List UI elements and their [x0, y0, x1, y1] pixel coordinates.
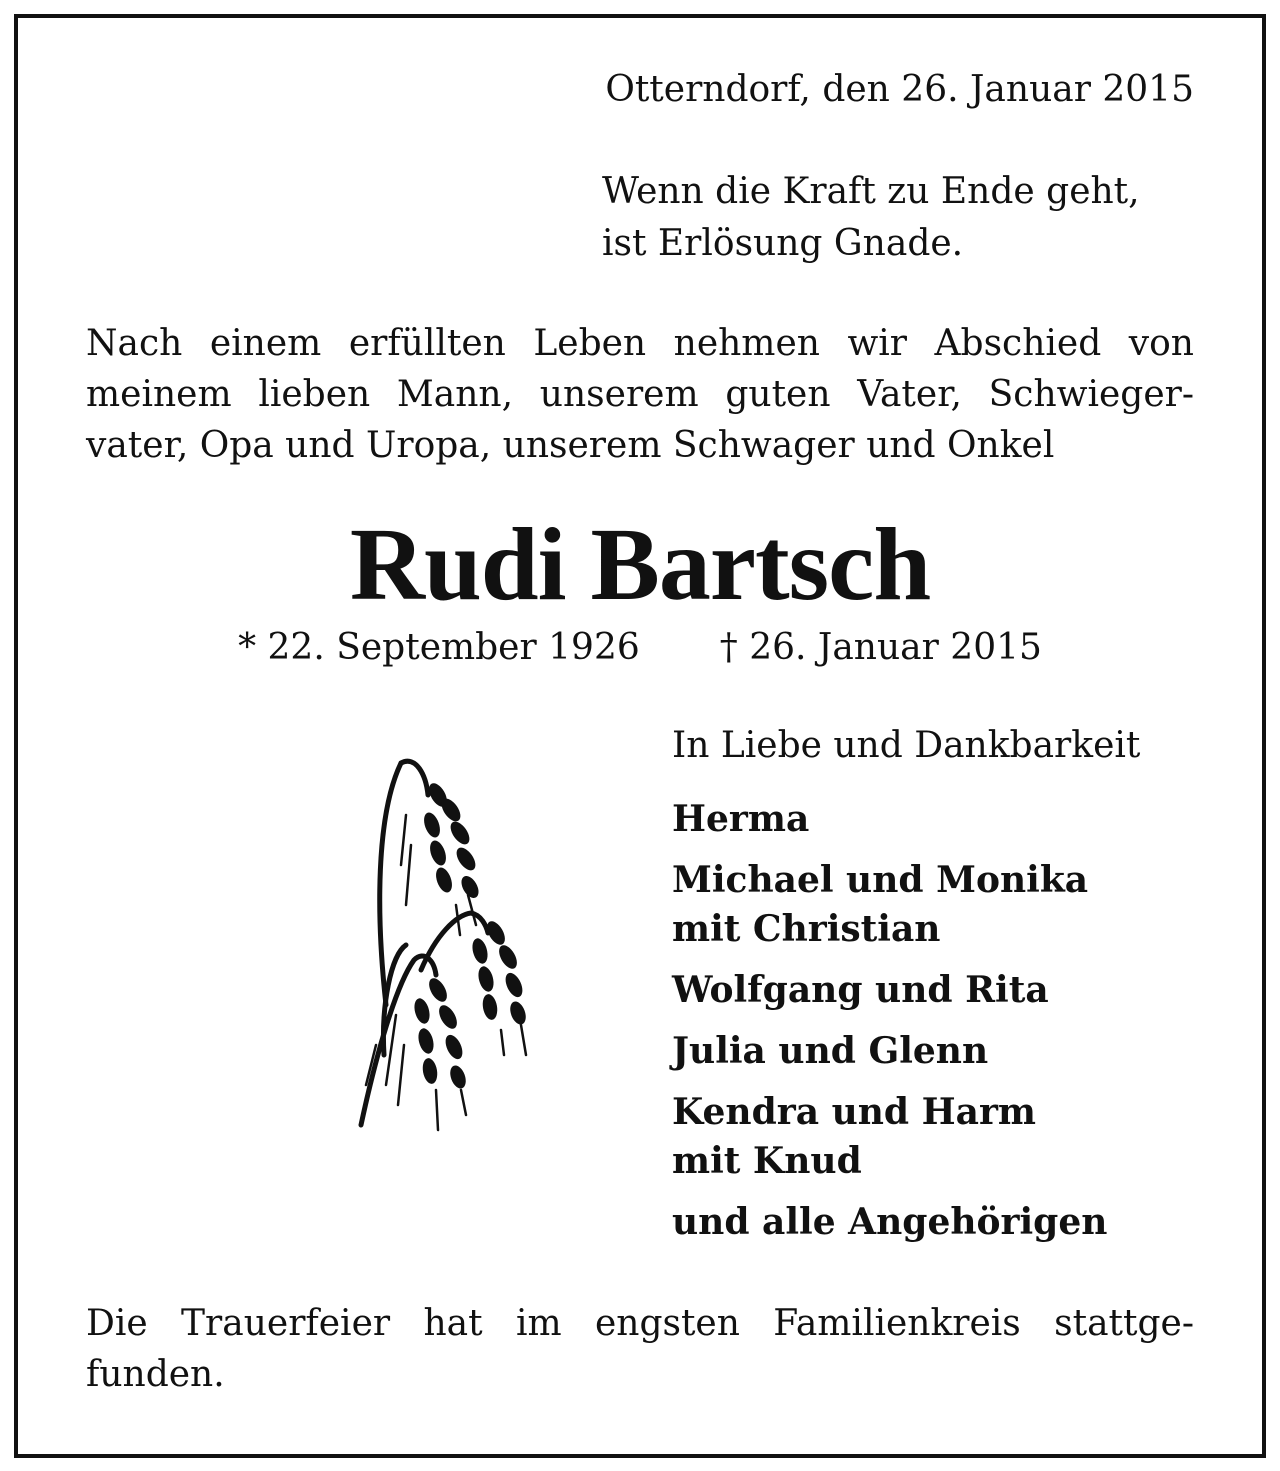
family-entry	[672, 1088, 1107, 1186]
family-line: mit Knud	[672, 1140, 862, 1182]
wheat-ears-icon	[356, 755, 546, 1140]
motto	[602, 166, 1140, 270]
obituary-notice	[86, 0, 1194, 1471]
motto-line: Wenn die Kraft zu Ende geht,	[602, 171, 1140, 212]
intro-line: meinem lieben Mann, unserem guten Vater, Schwieger-	[86, 374, 1194, 415]
family-list	[672, 795, 1107, 1259]
family-line: mit Christian	[672, 908, 941, 950]
intro-line: Nach einem erfüllten Leben nehmen wir Abschied von	[86, 323, 1194, 364]
family-line: Michael und Monika	[672, 859, 1089, 901]
family-entry	[672, 1027, 1107, 1076]
family-line: Herma	[672, 798, 810, 840]
family-line: Julia und Glenn	[672, 1030, 989, 1072]
life-dates	[86, 624, 1194, 672]
place-date: Otterndorf, den 26. Januar 2015	[605, 69, 1194, 110]
intro-text	[86, 318, 1194, 471]
family-entry	[672, 795, 1107, 844]
intro-line: vater, Opa und Uropa, unserem Schwager und Onkel	[86, 425, 1055, 466]
family-line: Kendra und Harm	[672, 1091, 1037, 1133]
family-entry	[672, 856, 1107, 954]
thanks-line: In Liebe und Dankbarkeit	[672, 725, 1141, 766]
family-line: und alle Angehörigen	[672, 1201, 1108, 1243]
funeral-note	[86, 1298, 1194, 1400]
birth-date: * 22. September 1926	[238, 627, 640, 668]
family-entry	[672, 966, 1107, 1015]
motto-line: ist Erlösung Gnade.	[602, 223, 964, 264]
note-line: Die Trauerfeier hat im engsten Familienkreis stattge-	[86, 1303, 1194, 1344]
family-line: Wolfgang und Rita	[672, 969, 1049, 1011]
death-date: † 26. Januar 2015	[719, 627, 1042, 668]
deceased-name: Rudi Bartsch	[349, 507, 931, 622]
note-line: funden.	[86, 1354, 225, 1395]
family-entry	[672, 1198, 1107, 1247]
